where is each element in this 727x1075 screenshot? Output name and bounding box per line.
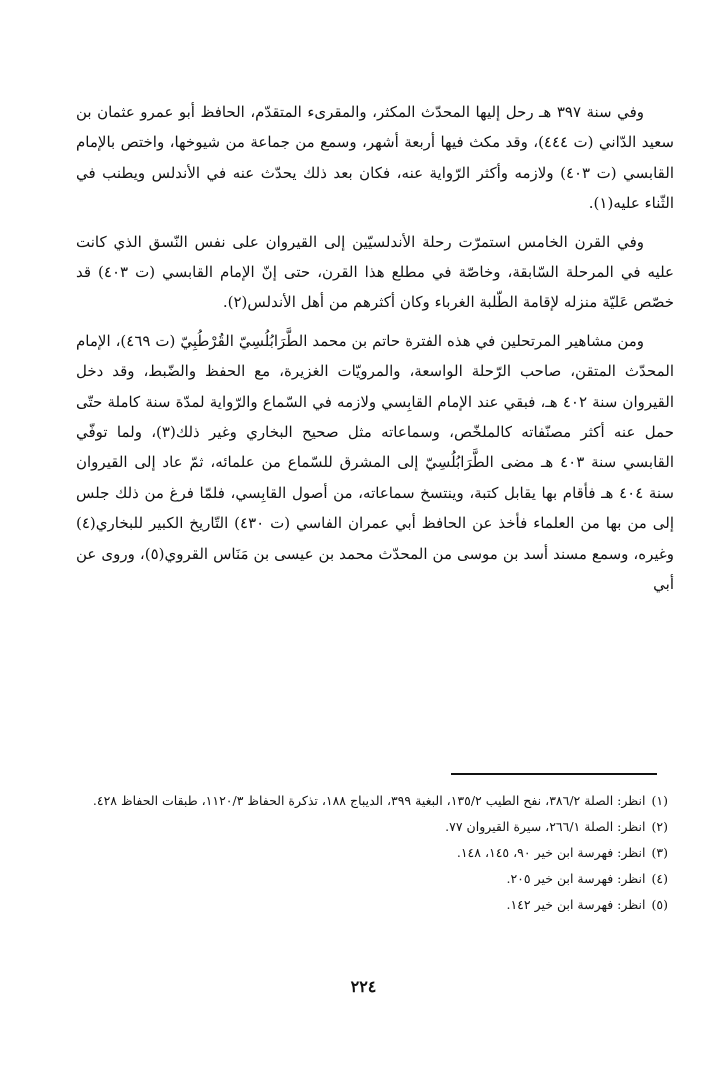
footnote-number: (١) [651,793,668,808]
page-number: ٢٢٤ [350,977,377,996]
footnote-1 [76,788,668,814]
footnote-number: (٥) [651,897,668,912]
footnote-3 [76,840,668,866]
paragraph-3: ومن مشاهير المرتحلين في هذه الفترة حاتم بن محمد الطَّرَابُلُسِيّ القُرْطُبِيّ (ت ٤٦٩)، الإمام المحدّث المتقن، صاحب الرّحلة الواسعة، والمرويّات الغزيرة، مع الحفظ والضّبط، وقد دخل القيروان سنة ٤٠٢ هـ، فبقي عند الإمام القابِسي ولازمه في السّماع والرّواية لمدّة سنة كاملة حتّى حمل عنه أكثر مصنّفاته كالملخّص، وسماعاته مثل صحيح البخاري وغير ذلك(٣)، ولما توفّي القابسي سنة ٤٠٣ هـ مضى الطَّرَابُلُسِيّ إلى المشرق للسّماع من علمائه، ثمّ عاد إلى القيروان سنة ٤٠٤ هـ فأقام بها يقابل كتبة، وينتسخ سماعاته، من أصول القابِسي، فلمّا فرغ من ذلك جلس إلى من بها من العلماء فأخذ عن الحافظ أبي عمران الفاسي (ت ٤٣٠) التّاريخ الكبير للبخاري(٤) وغيره، وسمع مسند أسد بن موسى من المحدّث محمد بن عيسى بن مَنَاس القروي(٥)، وروى عن أبي [76,331,674,594]
footnote-2 [76,814,668,840]
footnote-text: انظر: فهرسة ابن خير ٩٠، ١٤٥، ١٤٨. [456,845,646,860]
footnote-separator [451,773,657,775]
footnote-text: انظر: الصلة ٢٦٦/١، سيرة القيروان ٧٧. [445,819,646,834]
main-text [76,97,674,608]
footnote-5 [76,892,668,918]
paragraph-2: وفي القرن الخامس استمرّت رحلة الأندلسيّين إلى القيروان على نفس النّسق الذي كانت عليه في المرحلة السّابقة، وخاصّة في مطلع هذا القرن، حتى إنّ الإمام القابسي (ت ٤٠٣) قد خصّص عَليّة منزله لإقامة الطّلبة الغرباء وكان أكثرهم من أهل الأندلس(٢). [76,232,674,312]
footnotes [76,788,668,918]
footnote-4 [76,866,668,892]
footnote-text: انظر: فهرسة ابن خير ١٤٢. [506,897,646,912]
footnote-text: انظر: فهرسة ابن خير ٢٠٥. [506,871,646,886]
paragraph-1: وفي سنة ٣٩٧ هـ رحل إليها المحدّث المكثر، والمقرىء المتقدّم، الحافظ أبو عمرو عثمان بن سعيد الدّاني (ت ٤٤٤)، وقد مكث فيها أربعة أشهر، وسمع من جماعة من شيوخها، واختص بالإمام القابسي (ت ٤٠٣) ولازمه وأكثر الرّواية عنه، فكان بعد ذلك يحدّث عنه في الأندلس ويطنب في الثّناء عليه(١). [76,103,674,213]
footnote-number: (٣) [651,845,668,860]
footnote-number: (٢) [651,819,668,834]
footnote-number: (٤) [651,871,668,886]
footnote-text: انظر: الصلة ٣٨٦/٢، نفح الطيب ١٣٥/٢، البغية ٣٩٩، الديباج ١٨٨، تذكرة الحفاظ ١١٢٠/٣، طبقات الحفاظ ٤٢٨. [92,793,646,808]
